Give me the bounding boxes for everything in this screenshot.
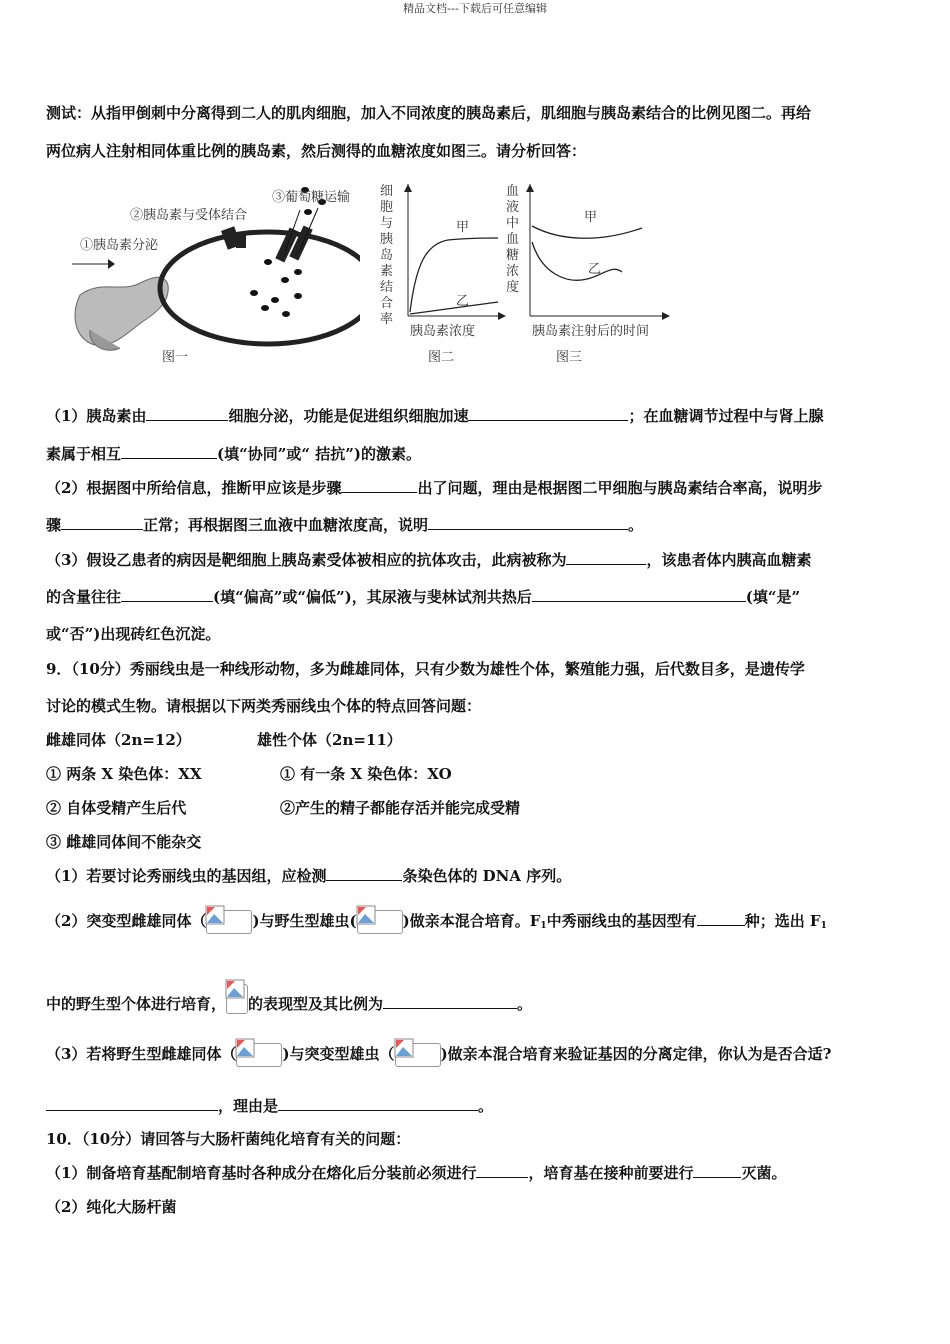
intro-line-2: 两位病人注射相同体重比例的胰岛素，然后测得的血糖浓度如图三。请分析回答： — [46, 142, 587, 160]
fig2-series-jia: 甲 — [456, 220, 470, 235]
q8-part3-line2: 的含量往往 (填“偏高”或“偏低”)，其尿液与斐林试剂共热后 (填“是” — [46, 588, 801, 606]
q9-table-r2-c1: ② 自体受精产生后代 — [46, 799, 187, 817]
q9-title-line2: 讨论的模式生物。请根据以下两类秀丽线虫个体的特点回答问题： — [46, 697, 482, 715]
q9-table-head-1: 雌雄同体（2n=12） — [46, 731, 191, 749]
fig1-step3-label: ③葡萄糖运输 — [272, 190, 351, 205]
q9-title-line1: 9．（10分）秀丽线虫是一种线形动物，多为雌雄同体，只有少数为雄性个体，繁殖能力强，后代数目多，是遗传学 — [46, 660, 805, 678]
broken-image-icon — [357, 910, 403, 934]
page-header: 精品文档---下载后可任意编辑 — [403, 2, 547, 15]
q10-sub2: （2）纯化大肠杆菌 — [46, 1198, 177, 1216]
answer-blank[interactable] — [428, 515, 628, 530]
q8-part3-line1: （3）假设乙患者的病因是靶细胞上胰岛素受体被相应的抗体攻击，此病被称为 ，该患者体内胰高血糖素 — [46, 551, 812, 569]
fig2-y-label: 细胞与胰岛素结合率 — [380, 184, 394, 327]
fig2-caption: 图二 — [428, 350, 455, 365]
q9-sub2-line1: （2）突变型雌雄同体（ )与野生型雄虫( )做亲本混合培育。$F_1$中秀丽线虫的基因型有 种；选出 $F_1$ — [46, 910, 827, 934]
answer-blank[interactable] — [693, 1163, 741, 1178]
q8-part2-line1: （2）根据图中所给信息，推断甲应该是步骤 出了问题，理由是根据图二甲细胞与胰岛素结合率高，说明步 — [46, 479, 823, 497]
answer-blank[interactable] — [383, 994, 517, 1009]
q9-sub2-line2: 中的野生型个体进行培育， 的表现型及其比例为 。 — [46, 984, 532, 1014]
answer-blank[interactable] — [341, 478, 417, 493]
fig2-series-yi: 乙 — [456, 294, 470, 309]
fig3-series-jia: 甲 — [584, 210, 598, 225]
q9-table-r2-c2: ②产生的精子都能存活并能完成受精 — [280, 799, 521, 817]
answer-blank[interactable] — [278, 1096, 478, 1111]
q8-part1-line2: 素属于相互 (填“协同”或“ 拮抗”)的激素。 — [46, 445, 421, 463]
fig3-series-yi: 乙 — [588, 262, 602, 277]
fig3-x-label: 胰岛素注射后的时间 — [532, 324, 650, 339]
intro-line-1: 测试：从指甲倒刺中分离得到二人的肌肉细胞，加入不同浓度的胰岛素后，肌细胞与胰岛素结合的比例见图二。再给 — [46, 104, 812, 122]
q10-title: 10．（10分）请回答与大肠杆菌纯化培育有关的问题： — [46, 1130, 411, 1148]
answer-blank[interactable] — [476, 1163, 528, 1178]
q10-sub1: （1）制备培育基配制培育基时各种成分在熔化后分装前必须进行 ，培育基在接种前要进行 灭菌。 — [46, 1164, 787, 1182]
fig3-caption: 图三 — [556, 350, 583, 365]
fig2-x-label: 胰岛素浓度 — [410, 324, 476, 339]
fig1-step2-label: ②胰岛素与受体结合 — [130, 208, 248, 223]
answer-blank[interactable] — [61, 515, 143, 530]
answer-blank[interactable] — [697, 911, 745, 926]
broken-image-icon — [226, 984, 248, 1014]
q9-sub1: （1）若要讨论秀丽线虫的基因组，应检测 条染色体的 DNA 序列。 — [46, 867, 572, 885]
fig1-step1-label: ①胰岛素分泌 — [80, 238, 159, 253]
answer-blank[interactable] — [121, 444, 217, 459]
answer-blank[interactable] — [146, 406, 228, 421]
figure-group — [60, 180, 680, 370]
q9-sub3-line1: （3）若将野生型雌雄同体（ )与突变型雄虫（ )做亲本混合培育来验证基因的分离定律，你认为是否合适? — [46, 1043, 831, 1067]
q9-table-head-2: 雄性个体（2n=11） — [257, 731, 402, 749]
fig1-caption: 图一 — [162, 350, 189, 365]
broken-image-icon — [395, 1043, 441, 1067]
fig3-y-label: 血液中血糖浓度 — [506, 184, 520, 295]
answer-blank[interactable] — [46, 1096, 218, 1111]
q9-table-r3-c1: ③ 雌雄同体间不能杂交 — [46, 833, 202, 851]
broken-image-icon — [206, 910, 252, 934]
q9-sub3-line2: ，理由是 。 — [46, 1095, 493, 1116]
answer-blank[interactable] — [326, 866, 402, 881]
answer-blank[interactable] — [468, 406, 628, 421]
q9-table-r1-c2: ① 有一条 X 染色体：XO — [280, 765, 452, 783]
q9-table-r1-c1: ① 两条 X 染色体：XX — [46, 765, 202, 783]
q8-part3-line3: 或“否”)出现砖红色沉淀。 — [46, 625, 221, 643]
q8-part1-line1: （1）胰岛素由 细胞分泌，功能是促进组织细胞加速 ；在血糖调节过程中与肾上腺 — [46, 407, 824, 425]
answer-blank[interactable] — [532, 587, 746, 602]
broken-image-icon — [236, 1043, 282, 1067]
answer-blank[interactable] — [121, 587, 213, 602]
answer-blank[interactable] — [566, 550, 646, 565]
q8-part2-line2: 骤 正常；再根据图三血液中血糖浓度高，说明 。 — [46, 516, 644, 534]
